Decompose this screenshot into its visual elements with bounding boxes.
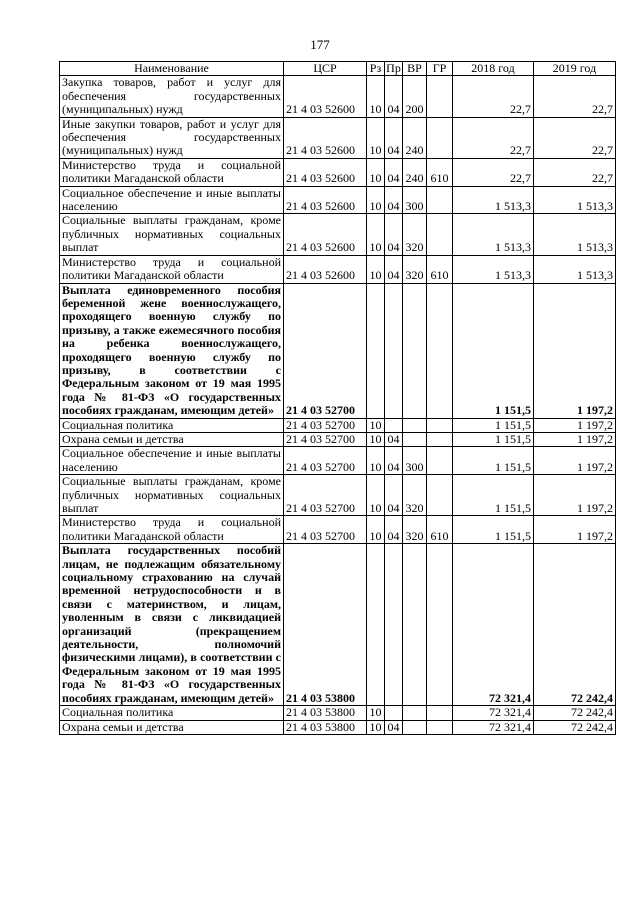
cell-vr: 200: [403, 76, 427, 117]
cell-rz: 10: [367, 76, 385, 117]
header-2019: 2019 год: [534, 62, 616, 76]
cell-csr: 21 4 03 53800: [284, 720, 367, 734]
cell-rz: 10: [367, 720, 385, 734]
cell-gr: 610: [427, 516, 453, 544]
cell-2019: 1 197,2: [534, 516, 616, 544]
cell-csr: 21 4 03 52600: [284, 117, 367, 158]
cell-rz: 10: [367, 432, 385, 446]
table-row: [60, 544, 616, 706]
cell-2019: 22,7: [534, 117, 616, 158]
cell-name: Социальное обеспечение и иные выплаты населению: [60, 447, 284, 475]
header-vr: ВР: [403, 62, 427, 76]
table-row: [60, 76, 616, 117]
cell-2019: 22,7: [534, 158, 616, 186]
cell-2019: 1 197,2: [534, 432, 616, 446]
cell-pr: 04: [385, 255, 403, 283]
cell-2019: 1 197,2: [534, 447, 616, 475]
cell-csr: 21 4 03 52700: [284, 283, 367, 418]
cell-2019: 1 197,2: [534, 475, 616, 516]
cell-gr: [427, 214, 453, 255]
cell-rz: 10: [367, 447, 385, 475]
cell-name: Министерство труда и социальной политики Магаданской области: [60, 158, 284, 186]
table-row: [60, 214, 616, 255]
cell-2018: 22,7: [453, 117, 534, 158]
budget-table: [59, 61, 616, 735]
cell-2018: 1 513,3: [453, 255, 534, 283]
cell-vr: 240: [403, 117, 427, 158]
cell-gr: [427, 475, 453, 516]
cell-rz: 10: [367, 418, 385, 432]
cell-pr: 04: [385, 76, 403, 117]
cell-csr: 21 4 03 52700: [284, 432, 367, 446]
cell-vr: 240: [403, 158, 427, 186]
cell-pr: 04: [385, 186, 403, 214]
cell-name: Социальные выплаты гражданам, кроме публичных нормативных социальных выплат: [60, 214, 284, 255]
cell-pr: 04: [385, 720, 403, 734]
header-gr: ГР: [427, 62, 453, 76]
cell-vr: [403, 283, 427, 418]
cell-name: Социальные выплаты гражданам, кроме публичных нормативных социальных выплат: [60, 475, 284, 516]
cell-vr: [403, 706, 427, 720]
cell-gr: 610: [427, 255, 453, 283]
table-row: [60, 186, 616, 214]
cell-vr: 300: [403, 186, 427, 214]
cell-rz: 10: [367, 186, 385, 214]
table-row: [60, 418, 616, 432]
cell-rz: [367, 283, 385, 418]
cell-pr: [385, 706, 403, 720]
cell-name: Социальное обеспечение и иные выплаты населению: [60, 186, 284, 214]
cell-rz: 10: [367, 475, 385, 516]
cell-csr: 21 4 03 52700: [284, 475, 367, 516]
cell-gr: [427, 447, 453, 475]
cell-gr: [427, 720, 453, 734]
cell-vr: [403, 544, 427, 706]
cell-rz: 10: [367, 706, 385, 720]
cell-name: Охрана семьи и детства: [60, 720, 284, 734]
cell-csr: 21 4 03 52600: [284, 76, 367, 117]
cell-2018: 72 321,4: [453, 544, 534, 706]
cell-2019: 72 242,4: [534, 706, 616, 720]
cell-2018: 1 151,5: [453, 475, 534, 516]
cell-gr: [427, 283, 453, 418]
cell-rz: [367, 544, 385, 706]
cell-2018: 1 151,5: [453, 516, 534, 544]
cell-pr: 04: [385, 475, 403, 516]
cell-csr: 21 4 03 52600: [284, 255, 367, 283]
cell-pr: 04: [385, 516, 403, 544]
header-2018: 2018 год: [453, 62, 534, 76]
cell-gr: [427, 117, 453, 158]
cell-vr: [403, 432, 427, 446]
table-row: [60, 432, 616, 446]
cell-rz: 10: [367, 158, 385, 186]
cell-2019: 72 242,4: [534, 544, 616, 706]
table-body: [60, 76, 616, 735]
cell-csr: 21 4 03 53800: [284, 706, 367, 720]
cell-name: Социальная политика: [60, 418, 284, 432]
cell-pr: [385, 544, 403, 706]
cell-name: Охрана семьи и детства: [60, 432, 284, 446]
cell-pr: 04: [385, 214, 403, 255]
cell-vr: 300: [403, 447, 427, 475]
cell-gr: [427, 418, 453, 432]
cell-name: Министерство труда и социальной политики Магаданской области: [60, 516, 284, 544]
cell-pr: 04: [385, 432, 403, 446]
cell-csr: 21 4 03 52700: [284, 516, 367, 544]
cell-gr: [427, 544, 453, 706]
cell-2019: 1 197,2: [534, 283, 616, 418]
cell-vr: 320: [403, 516, 427, 544]
cell-gr: [427, 76, 453, 117]
cell-2018: 72 321,4: [453, 720, 534, 734]
cell-2019: 22,7: [534, 76, 616, 117]
table-row: [60, 475, 616, 516]
cell-2018: 72 321,4: [453, 706, 534, 720]
cell-gr: [427, 706, 453, 720]
cell-2018: 1 151,5: [453, 432, 534, 446]
cell-2019: 1 513,3: [534, 255, 616, 283]
cell-name: Закупка товаров, работ и услуг для обеспечения государственных (муниципальных) нужд: [60, 76, 284, 117]
cell-2019: 1 197,2: [534, 418, 616, 432]
cell-2018: 1 513,3: [453, 214, 534, 255]
cell-rz: 10: [367, 117, 385, 158]
cell-csr: 21 4 03 52600: [284, 186, 367, 214]
header-name: Наименование: [60, 62, 284, 76]
cell-pr: 04: [385, 447, 403, 475]
cell-name: Министерство труда и социальной политики Магаданской области: [60, 255, 284, 283]
table-row: [60, 516, 616, 544]
header-csr: ЦСР: [284, 62, 367, 76]
cell-vr: 320: [403, 255, 427, 283]
cell-2019: 1 513,3: [534, 186, 616, 214]
table-row: [60, 117, 616, 158]
cell-csr: 21 4 03 52700: [284, 447, 367, 475]
cell-2018: 1 151,5: [453, 418, 534, 432]
cell-pr: 04: [385, 117, 403, 158]
page-number: 177: [310, 37, 330, 52]
cell-2018: 22,7: [453, 158, 534, 186]
table-row: [60, 158, 616, 186]
cell-vr: [403, 418, 427, 432]
cell-gr: 610: [427, 158, 453, 186]
cell-rz: 10: [367, 214, 385, 255]
cell-vr: 320: [403, 214, 427, 255]
cell-csr: 21 4 03 52700: [284, 418, 367, 432]
cell-2019: 1 513,3: [534, 214, 616, 255]
cell-pr: [385, 418, 403, 432]
cell-rz: 10: [367, 516, 385, 544]
table-row: [60, 720, 616, 734]
cell-pr: 04: [385, 158, 403, 186]
header-rz: Рз: [367, 62, 385, 76]
cell-2018: 1 151,5: [453, 283, 534, 418]
cell-pr: [385, 283, 403, 418]
cell-2018: 1 513,3: [453, 186, 534, 214]
cell-name: Выплата единовременного пособия беременной жене военнослужащего, проходящего военную службу по призыву, а также ежемесячного пособия на ребенка военнослужащего, проходящего военную службу по призыву, в соответствии с Федеральным законом от 19 мая 1995 года № 81-ФЗ «О государственных пособиях гражданам, имеющим детей»: [60, 283, 284, 418]
cell-gr: [427, 432, 453, 446]
cell-name: Социальная политика: [60, 706, 284, 720]
table-row: [60, 706, 616, 720]
cell-name: Иные закупки товаров, работ и услуг для обеспечения государственных (муниципальных) нужд: [60, 117, 284, 158]
cell-2018: 22,7: [453, 76, 534, 117]
cell-vr: [403, 720, 427, 734]
table-row: [60, 447, 616, 475]
cell-gr: [427, 186, 453, 214]
cell-vr: 320: [403, 475, 427, 516]
cell-csr: 21 4 03 53800: [284, 544, 367, 706]
table-header-row: [60, 62, 616, 76]
header-pr: Пр: [386, 61, 401, 75]
table-row: [60, 255, 616, 283]
cell-csr: 21 4 03 52600: [284, 214, 367, 255]
table-row: [60, 283, 616, 418]
cell-name: Выплата государственных пособий лицам, не подлежащим обязательному социальному страхованию на случай временной нетрудоспособности и в связи с материнством, и лицам, уволенным в связи с ликвидацией организаций (прекращением деятельности, полномочий физическими лицами), в соответствии с Федеральным законом от 19 мая 1995 года № 81-ФЗ «О государственных пособиях гражданам, имеющим детей»: [60, 544, 284, 706]
cell-rz: 10: [367, 255, 385, 283]
cell-csr: 21 4 03 52600: [284, 158, 367, 186]
cell-2018: 1 151,5: [453, 447, 534, 475]
cell-2019: 72 242,4: [534, 720, 616, 734]
